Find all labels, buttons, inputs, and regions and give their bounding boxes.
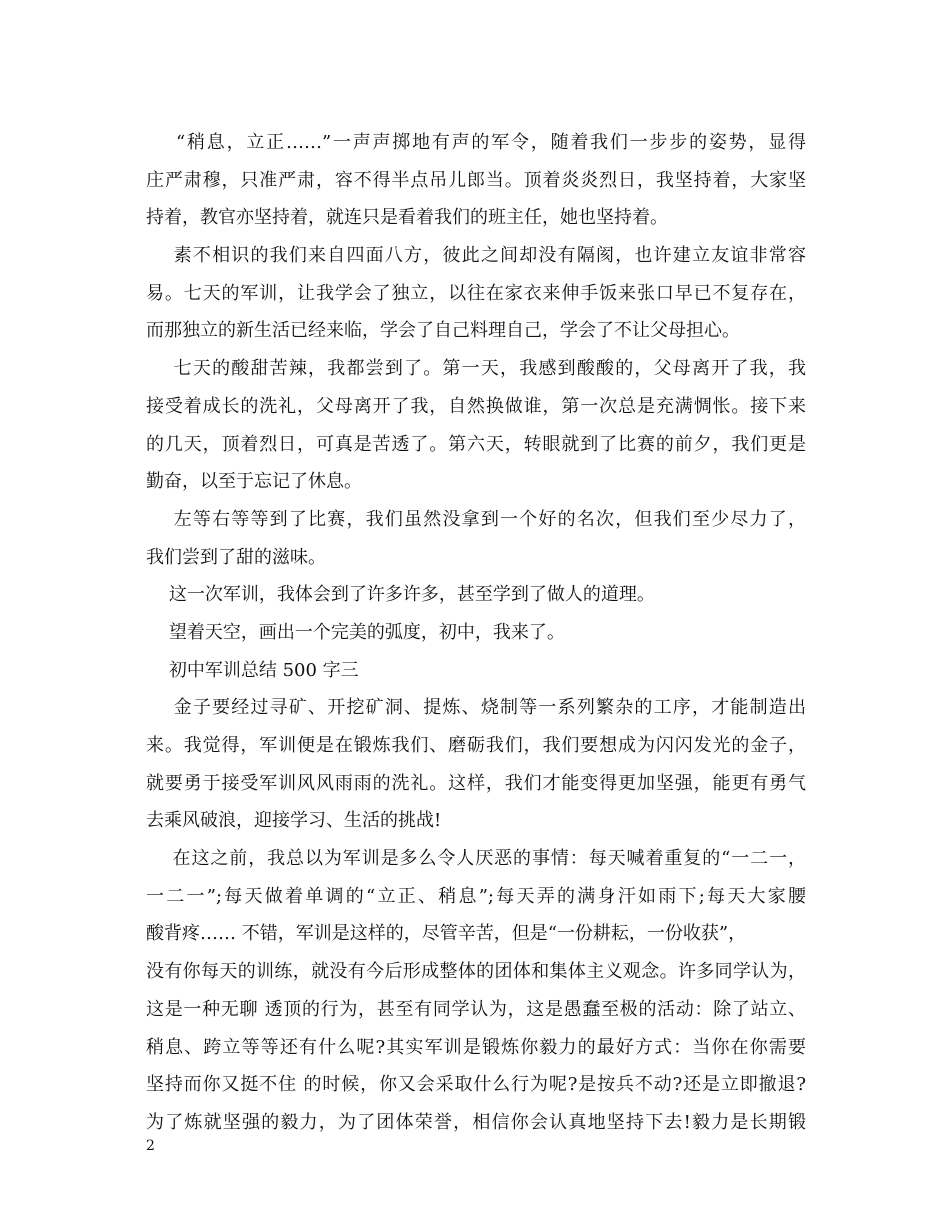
text-line: 酸背疼…… 不错，军训是这样的，尽管辛苦，但是“一份耕耘，一份收获”， xyxy=(146,923,747,945)
text-line: 左等右等等到了比赛，我们虽然没拿到一个好的名次，但我们至少尽力了， xyxy=(146,508,806,530)
text-line: 而那独立的新生活已经来临，学会了自己料理自己，学会了不让父母担心。 xyxy=(146,320,740,342)
text-line: 这一次军训，我体会到了许多许多，甚至学到了做人的道理。 xyxy=(146,584,655,606)
text-line: 金子要经过寻矿、开挖矿洞、提炼、烧制等一系列繁杂的工序，才能制造出 xyxy=(146,697,806,719)
text-line: 就要勇于接受军训风风雨雨的洗礼。这样，我们才能变得更加坚强，能更有勇气 xyxy=(146,772,806,794)
body-text xyxy=(146,124,806,1142)
text-line: 我们尝到了甜的滋味。 xyxy=(146,546,326,568)
text-line: “稍息，立正……”一声声掷地有声的军令，随着我们一步步的姿势，显得 xyxy=(146,132,806,153)
text-line: 稍息、跨立等等还有什么呢?其实军训是锻炼你毅力的最好方式：当你在你需要 xyxy=(146,1036,806,1058)
text-line: 去乘风破浪，迎接学习、生活的挑战! xyxy=(146,810,442,832)
text-line: 为了炼就坚强的毅力，为了团体荣誉，相信你会认真地坚持下去!毅力是长期锻 xyxy=(146,1111,806,1133)
text-line: 素不相识的我们来自四面八方，彼此之间却没有隔阂，也许建立友谊非常容 xyxy=(146,245,806,267)
text-line: 来。我觉得，军训便是在锻炼我们、磨砺我们，我们要想成为闪闪发光的金子， xyxy=(146,735,806,756)
text-line: 易。七天的军训，让我学会了独立，以往在家衣来伸手饭来张口早已不复存在， xyxy=(146,282,806,304)
text-line: 庄严肃穆，只准严肃，容不得半点吊儿郎当。顶着炎炎烈日，我坚持着，大家坚 xyxy=(146,169,806,191)
text-line: 持着，教官亦坚持着，就连只是看着我们的班主任，她也坚持着。 xyxy=(146,207,668,229)
text-line: 的几天，顶着烈日，可真是苦透了。第六天，转眼就到了比赛的前夕，我们更是 xyxy=(146,433,806,455)
text-line: 勤奋，以至于忘记了休息。 xyxy=(146,471,362,493)
text-line: 在这之前，我总以为军训是多么令人厌恶的事情：每天喊着重复的“一二一， xyxy=(146,848,806,870)
text-line: 没有你每天的训练，就没有今后形成整体的团体和集体主义观念。许多同学认为， xyxy=(146,961,806,983)
text-line: 一二一”;每天做着单调的“立正、稍息”;每天弄的满身汗如雨下;每天大家腰 xyxy=(146,885,806,907)
text-line: 接受着成长的洗礼，父母离开了我，自然换做谁，第一次总是充满惆怅。接下来 xyxy=(146,395,806,417)
text-line: 望着天空，画出一个完美的弧度，初中，我来了。 xyxy=(146,621,565,643)
page-number: 2 xyxy=(146,1138,155,1154)
text-line: 初中军训总结 500 字三 xyxy=(146,659,359,681)
text-line: 七天的酸甜苦辣，我都尝到了。第一天，我感到酸酸的，父母离开了我，我 xyxy=(146,358,806,380)
text-line: 坚持而你又挺不住 的时候，你又会采取什么行为呢?是按兵不动?还是立即撤退? xyxy=(146,1074,806,1096)
text-line: 这是一种无聊 透顶的行为，甚至有同学认为，这是愚蠢至极的活动：除了站立、 xyxy=(146,998,806,1020)
